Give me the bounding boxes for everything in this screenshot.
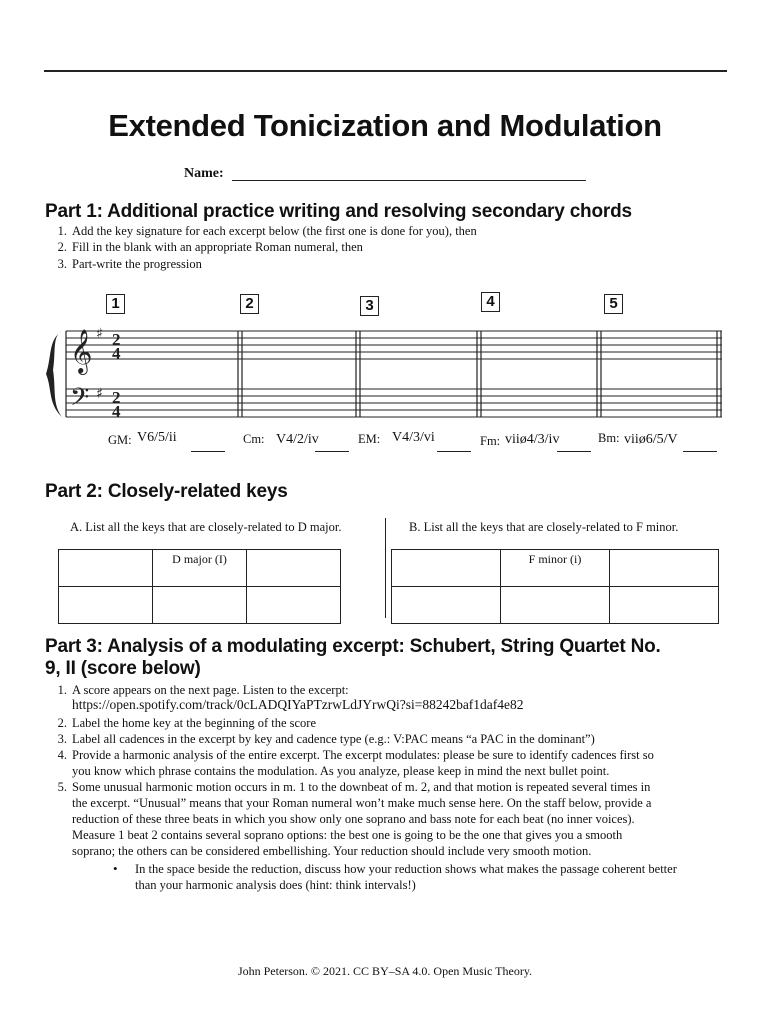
treble-staff-lines: [66, 331, 722, 359]
key-cell[interactable]: [392, 550, 501, 587]
key-cell-center: F minor (i): [501, 550, 610, 587]
key-label: Fm:: [480, 434, 501, 448]
measure-number-5: 5: [604, 294, 623, 314]
key-label: Bm:: [598, 431, 620, 445]
bass-clef-icon: 𝄢: [70, 383, 90, 418]
brace-icon: [46, 331, 62, 417]
name-label: Name:: [184, 166, 224, 181]
time-sig-top: 2: [112, 330, 121, 349]
f-minor-table: [391, 549, 719, 624]
key-cell[interactable]: [247, 587, 341, 624]
key-cell[interactable]: [501, 587, 610, 624]
roman-numeral: viiø6/5/V: [624, 432, 678, 447]
sharp-icon: ♯: [96, 386, 103, 402]
column-divider: [385, 518, 386, 618]
time-sig-bottom: 4: [112, 402, 121, 421]
answer-blank[interactable]: [557, 451, 591, 452]
key-cell[interactable]: [59, 550, 153, 587]
measure-number-2: 2: [240, 294, 259, 314]
key-cell[interactable]: [153, 587, 247, 624]
footer-credit: John Peterson. © 2021. CC BY–SA 4.0. Open Music Theory.: [237, 964, 533, 978]
measure-number-1: 1: [106, 294, 125, 314]
part1-heading: Part 1: Additional practice writing and resolving secondary chords: [45, 201, 632, 222]
treble-clef-icon: 𝄞: [70, 329, 93, 373]
key-cell[interactable]: [247, 550, 341, 587]
roman-numeral: V4/2/iv: [276, 432, 319, 447]
answer-blank[interactable]: [437, 451, 471, 452]
sharp-icon: ♯: [96, 326, 103, 342]
measure-number-4: 4: [481, 292, 500, 312]
bass-staff-lines: [66, 389, 722, 417]
time-sig-top: 2: [112, 388, 121, 407]
d-major-table: [58, 549, 341, 624]
bullet-text-line: than your harmonic analysis does (hint: think intervals!): [135, 878, 416, 892]
roman-numeral: V4/3/vi: [392, 430, 435, 445]
key-label: Cm:: [243, 432, 265, 446]
part2-heading: Part 2: Closely-related keys: [45, 481, 288, 502]
key-label: GM:: [108, 433, 132, 447]
key-cell-center: D major (I): [153, 550, 247, 587]
part3-heading-line1: Part 3: Analysis of a modulating excerpt: Schubert, String Quartet No.: [45, 636, 661, 657]
roman-numeral: V6/5/ii: [137, 430, 177, 445]
answer-blank[interactable]: [315, 451, 349, 452]
answer-blank[interactable]: [683, 451, 717, 452]
bullet-icon: •: [113, 861, 118, 876]
key-cell[interactable]: [59, 587, 153, 624]
part2-instruction-b: B. List all the keys that are closely-related to F minor.: [409, 520, 679, 534]
page-title: Extended Tonicization and Modulation: [108, 108, 662, 143]
grand-staff[interactable]: [0, 0, 770, 470]
part2-instruction-a: A. List all the keys that are closely-related to D major.: [70, 520, 342, 534]
roman-numeral: viiø4/3/iv: [505, 432, 560, 447]
time-sig-bottom: 4: [112, 344, 121, 363]
measure-number-3: 3: [360, 296, 379, 316]
key-cell[interactable]: [392, 587, 501, 624]
key-label: EM:: [358, 432, 381, 446]
key-cell[interactable]: [610, 550, 719, 587]
bullet-text-line: In the space beside the reduction, discuss how your reduction shows what makes the passage coherent better: [135, 862, 677, 876]
answer-blank[interactable]: [191, 451, 225, 452]
part3-heading-line2: 9, II (score below): [45, 658, 201, 679]
barlines: [238, 331, 721, 417]
key-cell[interactable]: [610, 587, 719, 624]
